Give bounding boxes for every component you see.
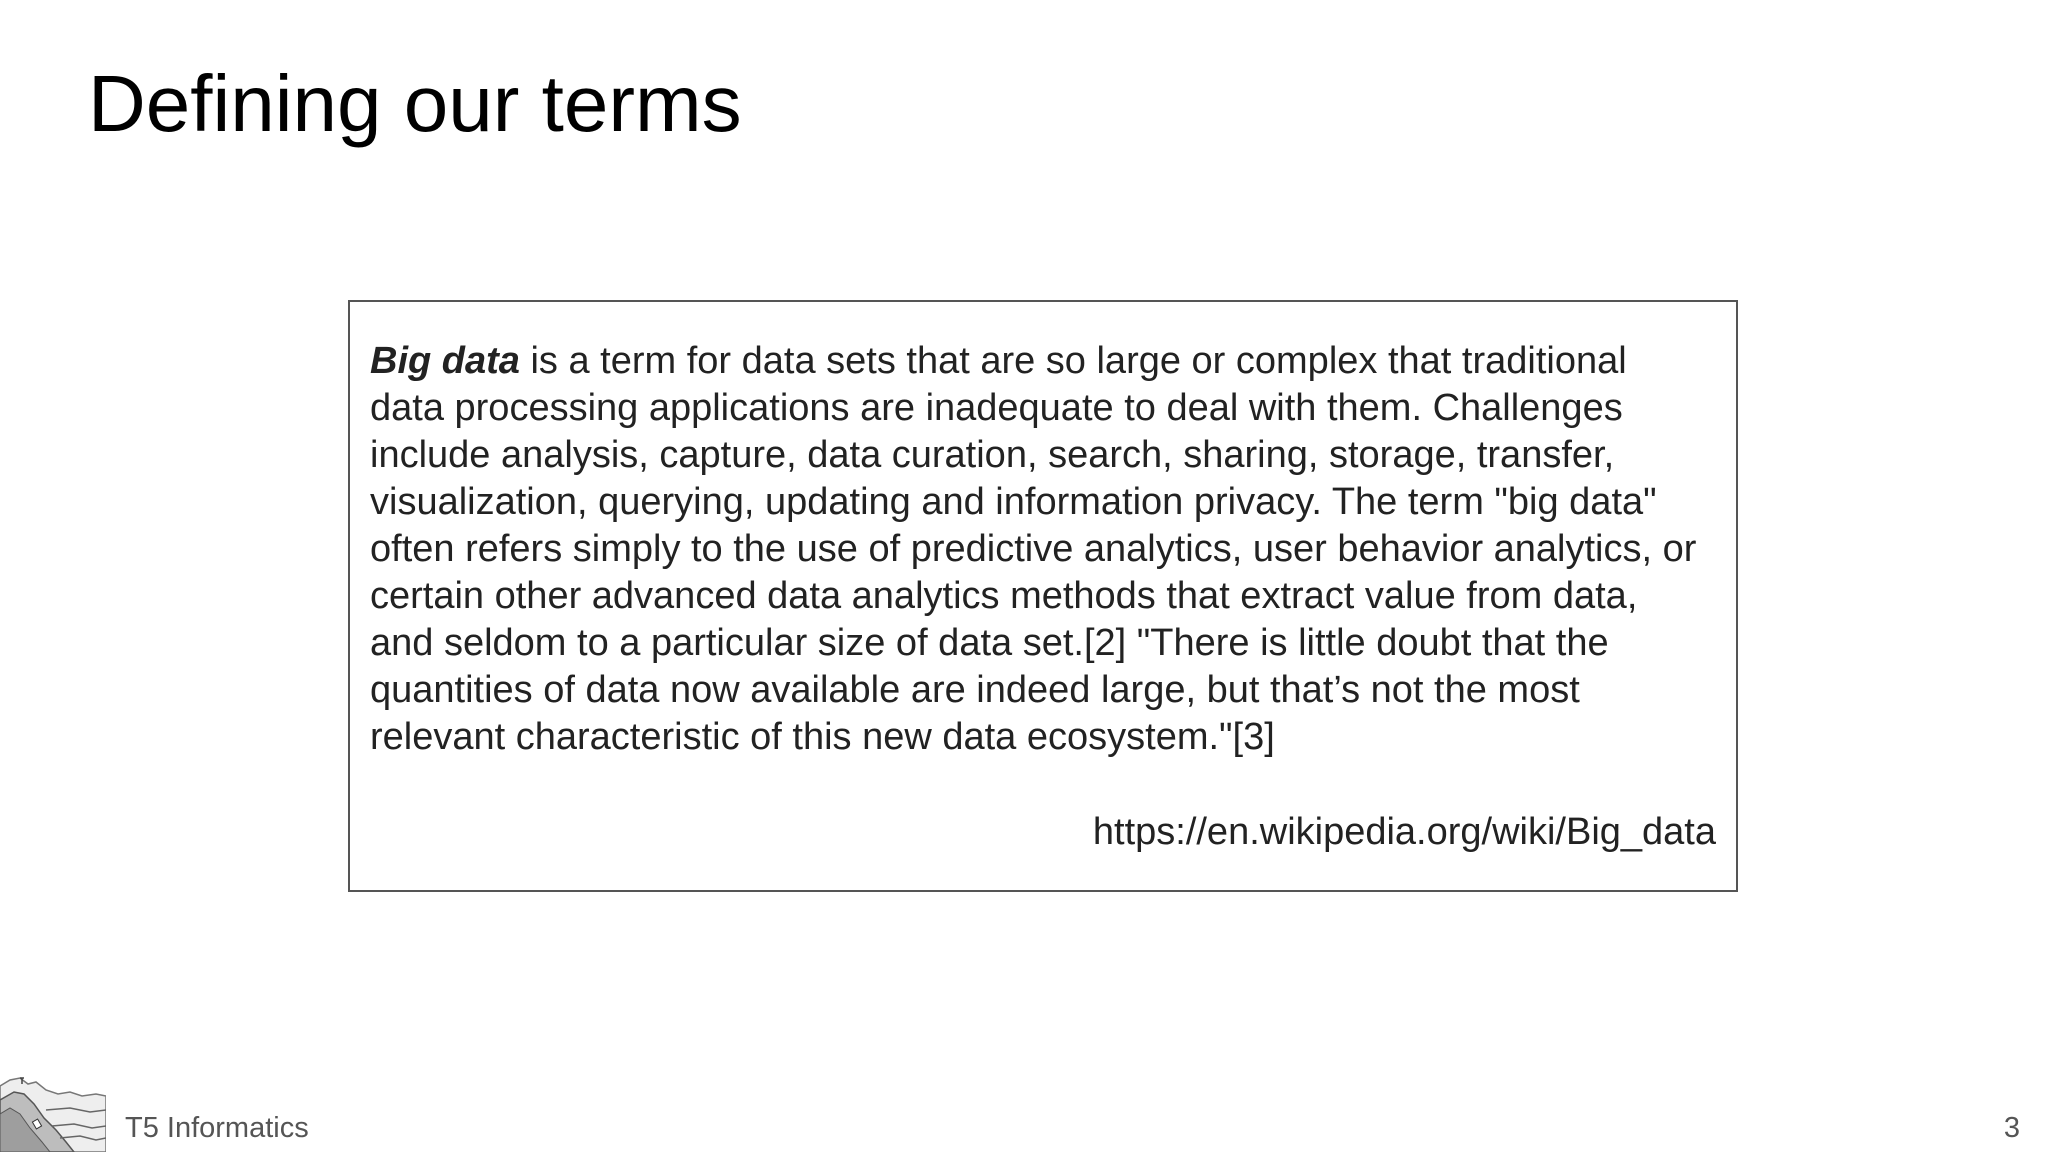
mountain-landscape-icon [0, 1070, 106, 1152]
page-number: 3 [2003, 1112, 2020, 1144]
source-url: https://en.wikipedia.org/wiki/Big_data [1092, 811, 1716, 853]
definition-body: is a term for data sets that are so large or complex that traditional data processing applications are inadequate to deal with them. Challenges include analysis, capture, data curation, search, sharing, storage, transfer, visualization, querying, updating and information privacy. The term "big data" often refers simply to the use of predictive analytics, user behavior analytics, or certain other advanced data analytics methods that extract value from data, and seldom to a particular size of data set.[2] "There is little doubt that the quantities of data now available are indeed large, but that’s not the most relevant characteristic of this new data ecosystem."[3] [370, 340, 1697, 758]
definition-text [370, 338, 1700, 761]
defined-term: Big data [370, 340, 520, 382]
footer-organization: T5 Informatics [125, 1112, 309, 1144]
slide-title: Defining our terms [88, 59, 742, 148]
definition-quote-box [348, 300, 1738, 892]
